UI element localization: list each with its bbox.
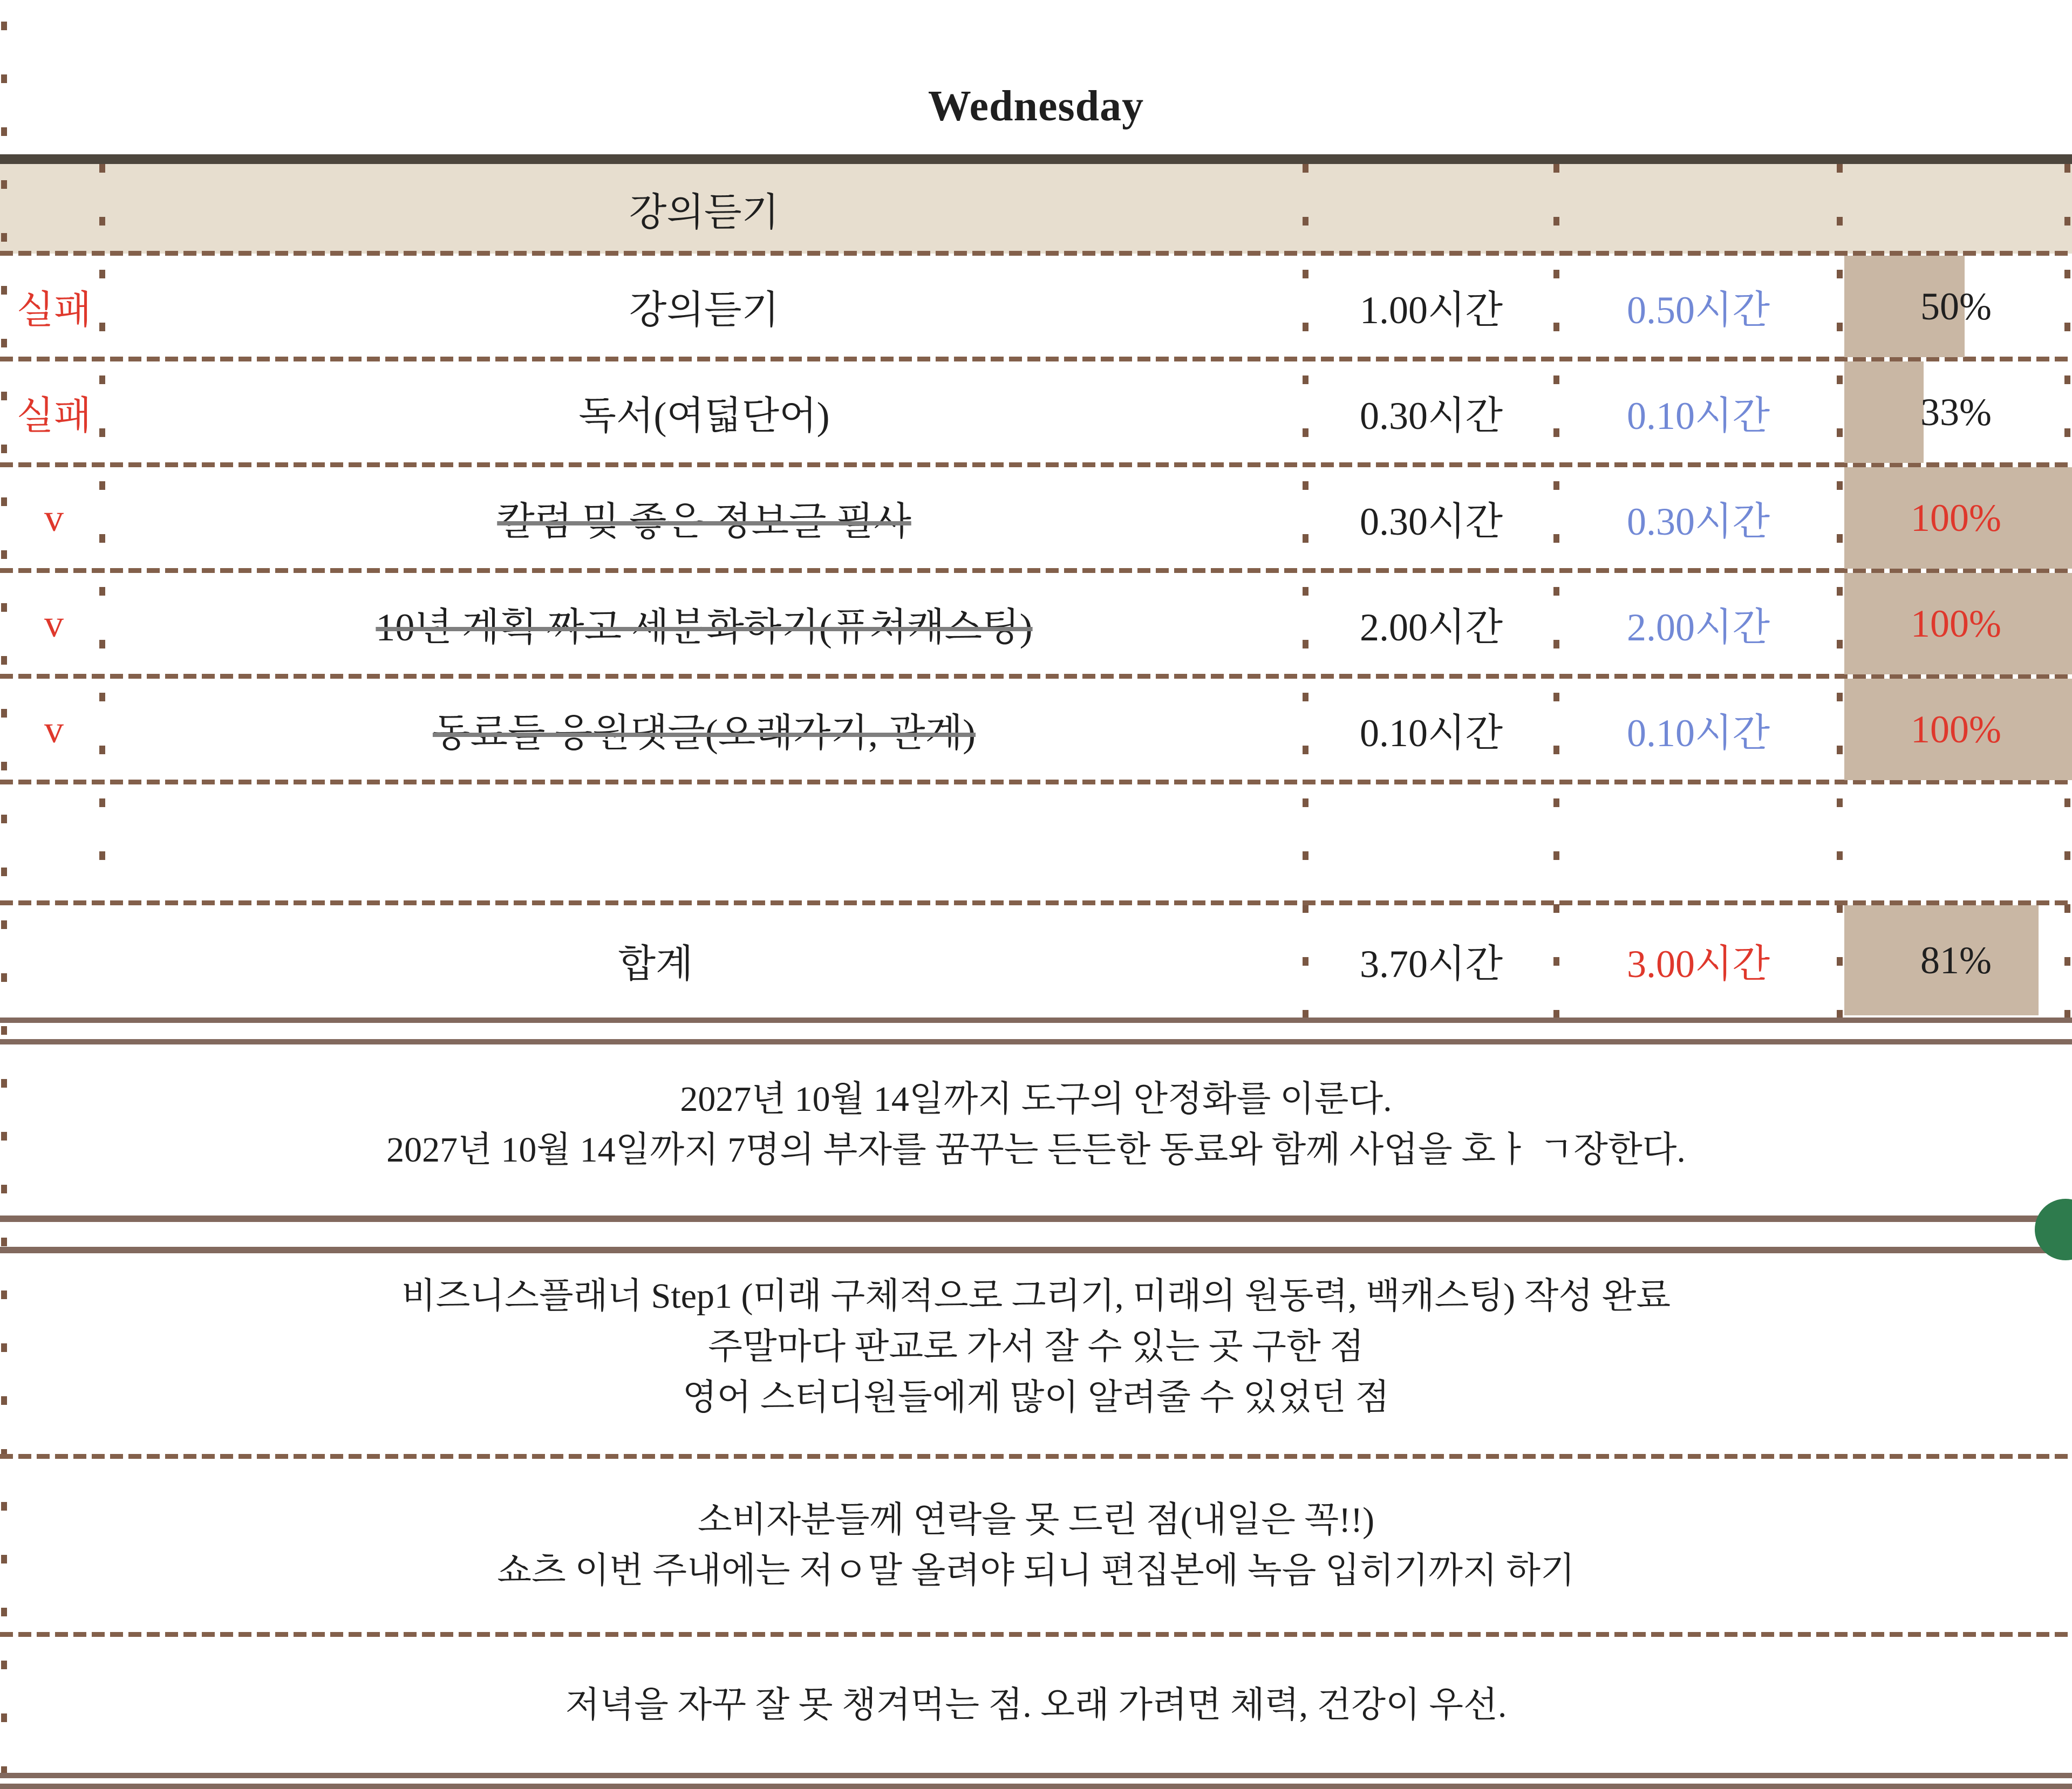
status-cell-empty[interactable] [5,782,103,903]
task-label: 칼럼 및 좋은 정보글 필사 [497,500,911,543]
actual-hours-cell[interactable]: 0.30시간 [1626,500,1770,543]
percent-cell-empty[interactable] [1840,782,2072,903]
total-label-cell[interactable]: 합계 [618,943,693,986]
percent-cell[interactable]: 100% [1911,496,2001,540]
goal-line: 2027년 10월 14일까지 도구의 안정화를 이룬다. [680,1079,1392,1119]
status-cell[interactable]: v [44,707,64,751]
reminder-line: 저녁을 자꾸 잘 못 챙겨먹는 점. 오래 가려면 체력, 건강이 우선. [565,1685,1507,1725]
actual-hours-cell[interactable]: 2.00시간 [1626,606,1770,649]
task-cell[interactable] [103,359,1306,465]
achievements-note-cell[interactable] [0,1240,2072,1454]
task-label: 독서(여덟단어) [578,394,830,438]
percent-cell[interactable]: 100% [1911,707,2001,751]
achievement-line: 영어 스터디원들에게 많이 알려줄 수 있었던 점 [682,1378,1390,1417]
status-cell[interactable]: 실패 [16,394,92,438]
actual-hours-cell-empty[interactable] [1557,782,1840,903]
task-cell-empty[interactable] [103,782,1306,903]
task-cell[interactable] [103,571,1306,677]
goal-note-cell[interactable] [0,1034,2072,1216]
status-cell[interactable]: v [44,602,64,645]
table-header-category[interactable]: 강의듣기 [629,191,780,234]
task-cell[interactable] [103,254,1306,359]
planned-hours-cell[interactable]: 0.30시간 [1359,500,1503,543]
section-divider [0,1632,2072,1637]
total-percent-cell[interactable]: 81% [1920,938,1992,982]
achievement-line: 비즈니스플래너 Step1 (미래 구체적으로 그리기, 미래의 원동력, 백캐스팅) 작성 완료 [401,1276,1671,1316]
section-divider [0,1454,2072,1459]
page-bottom-rule-top [0,1773,2072,1778]
planned-hours-cell-empty[interactable] [1306,782,1557,903]
total-actual-hours-cell[interactable]: 3.00시간 [1626,943,1770,986]
percent-cell[interactable]: 33% [1920,390,1992,434]
task-label: 10년 계획 짜고 세분화하기(퓨쳐캐스팅) [376,606,1033,649]
planned-hours-cell[interactable]: 1.00시간 [1359,289,1503,332]
actual-hours-cell[interactable]: 0.10시간 [1626,394,1770,438]
task-label: 동료들 응원댓글(오래가기, 관계) [432,712,976,755]
status-cell[interactable]: v [44,496,64,540]
task-label: 강의듣기 [629,289,780,332]
planned-hours-cell[interactable]: 2.00시간 [1359,606,1503,649]
task-cell[interactable] [103,465,1306,571]
percent-cell[interactable]: 50% [1920,284,1992,328]
actual-hours-cell[interactable]: 0.10시간 [1626,712,1770,755]
improvements-note-cell[interactable] [0,1459,2072,1632]
planned-hours-cell[interactable]: 0.10시간 [1359,712,1503,755]
page-bottom-rule-bottom [0,1784,2072,1789]
status-cell[interactable]: 실패 [16,289,92,332]
table-top-border [0,154,2072,164]
actual-hours-cell[interactable]: 0.50시간 [1626,289,1770,332]
reminder-note-cell[interactable] [0,1637,2072,1773]
improvement-line: 소비자분들께 연락을 못 드린 점(내일은 꼭!!) [697,1500,1375,1540]
percent-cell[interactable]: 100% [1911,602,2001,645]
day-title: Wednesday [928,83,1144,130]
achievement-line: 주말마다 판교로 가서 잘 수 있는 곳 구한 점 [708,1327,1364,1367]
goal-line: 2027년 10월 14일까지 7명의 부자를 꿈꾸는 든든한 동료와 함께 사업을 호ㅏ ㄱ장한다. [386,1130,1686,1170]
total-planned-hours-cell[interactable]: 3.70시간 [1359,943,1503,986]
task-cell[interactable] [103,677,1306,782]
improvement-line: 쇼츠 이번 주내에는 저ㅇ말 올려야 되니 편집본에 녹음 입히기까지 하기 [497,1551,1575,1590]
planned-hours-cell[interactable]: 0.30시간 [1359,394,1503,438]
